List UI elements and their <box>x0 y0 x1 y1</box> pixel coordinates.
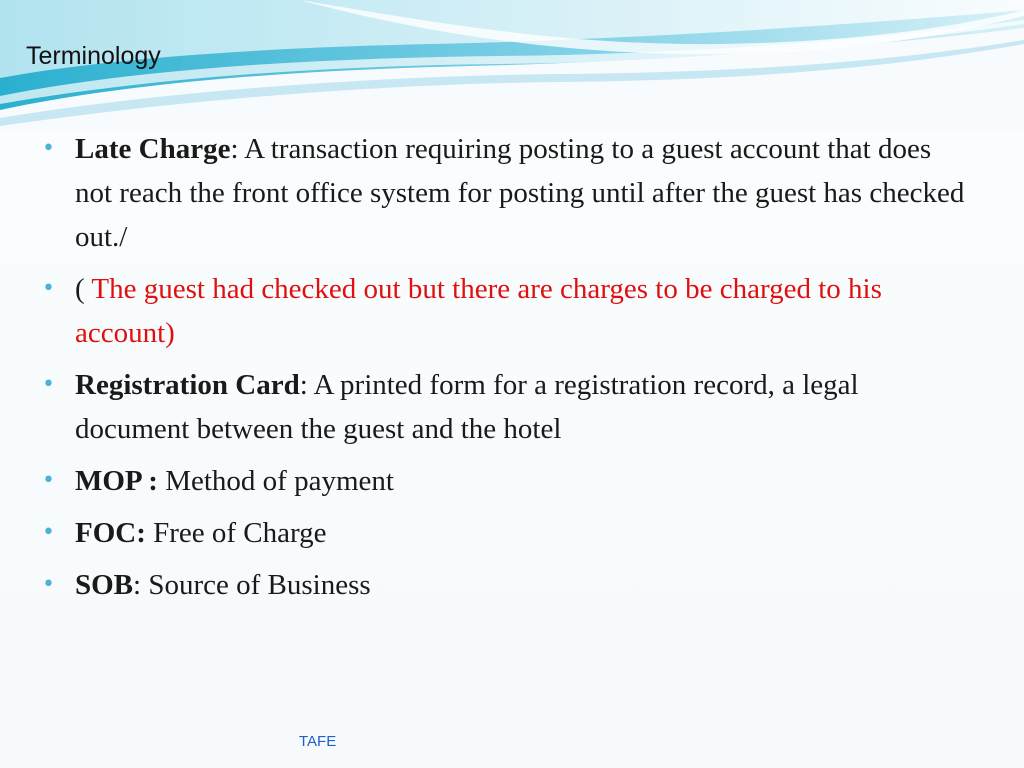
term-label: SOB <box>75 569 134 601</box>
bullet-icon: • <box>42 136 55 161</box>
list-item-registration-card <box>42 363 972 451</box>
note-open-paren: ( <box>75 273 92 305</box>
term-label: Registration Card <box>75 369 300 401</box>
term-separator: : <box>299 369 308 401</box>
list-item-foc <box>42 511 972 555</box>
bullet-icon: • <box>42 468 55 493</box>
bullet-icon: • <box>42 372 55 397</box>
list-item-mop <box>42 459 972 503</box>
bullet-icon: • <box>42 520 55 545</box>
term-label: MOP : <box>75 465 158 497</box>
page-title-text: Terminology <box>26 42 161 70</box>
term-definition: Source of Business <box>141 569 371 601</box>
note-red-text: The guest had checked out but there are charges to be charged to his account) <box>75 273 882 349</box>
list-item-late-charge-note <box>42 267 972 355</box>
footer-label: TAFE <box>299 733 337 750</box>
list-item-late-charge <box>42 127 972 259</box>
page-title <box>26 42 161 71</box>
term-label: FOC: <box>75 517 146 549</box>
term-separator: : <box>230 133 239 165</box>
term-definition: Method of payment <box>157 465 394 497</box>
bullet-icon: • <box>42 276 55 301</box>
term-separator: : <box>133 569 142 601</box>
term-definition: A transaction requiring posting to a guest account that does not reach the front office system for posting until after the guest has checked out./ <box>75 133 965 253</box>
list-item-sob <box>42 563 972 607</box>
term-definition: A printed form for a registration record, a legal document between the guest and the hotel <box>75 369 859 445</box>
bullet-icon: • <box>42 572 55 597</box>
bullet-list <box>42 127 972 615</box>
term-definition: Free of Charge <box>145 517 327 549</box>
term-label: Late Charge <box>75 133 231 165</box>
